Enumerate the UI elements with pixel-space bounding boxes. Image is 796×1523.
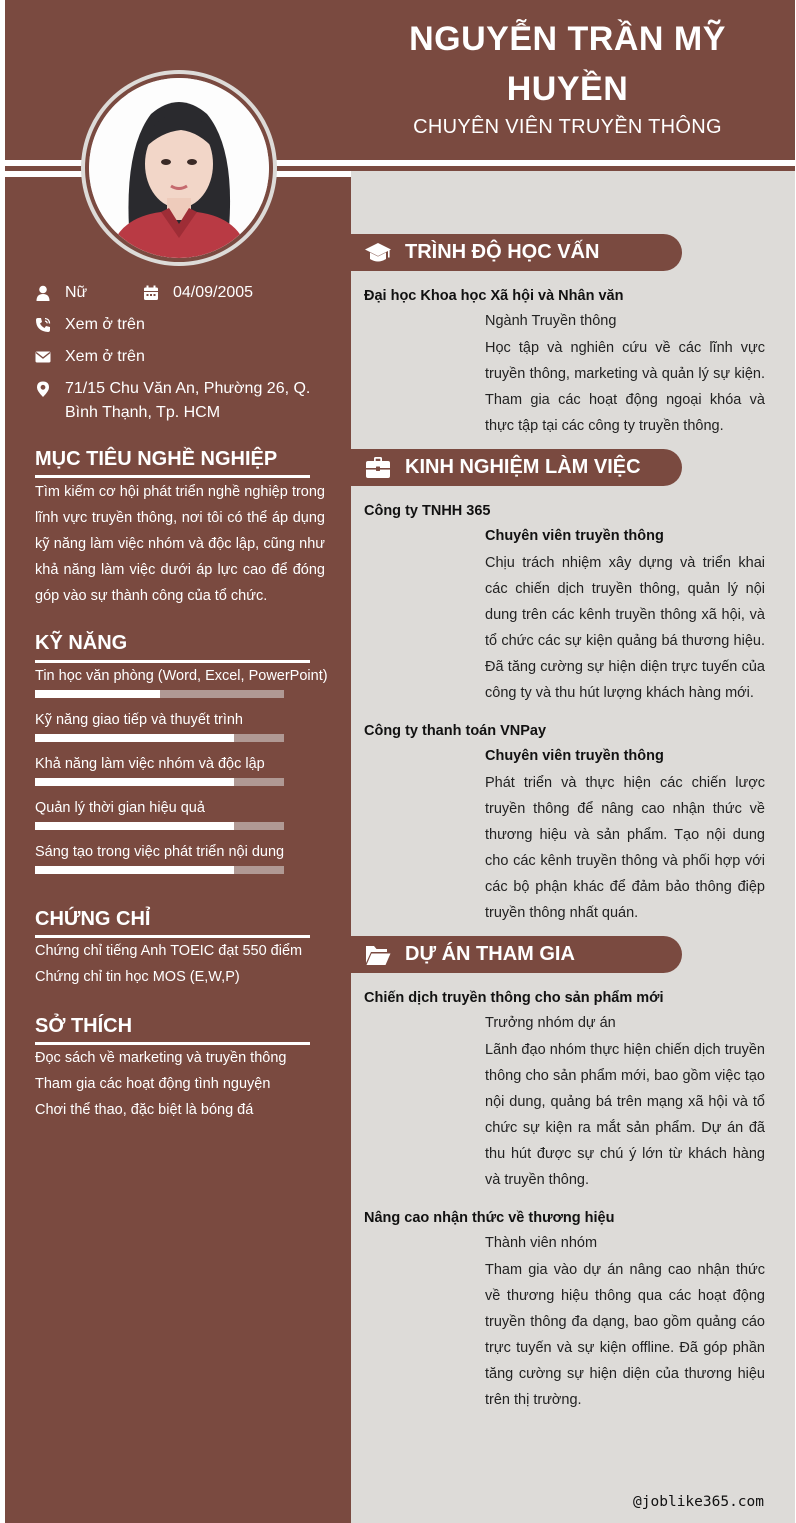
phone-value: Xem ở trên [65,316,145,333]
project-desc: Tham gia vào dự án nâng cao nhận thức về thương hiệu thông qua các hoạt động truyền thông đa dạng, bao gồm quảng cáo trực tuyến và sự kiện offline. Đã góp phần tăng cường sự hiện diện của thương hiệu trên thị trường. [485,1262,765,1408]
education-banner [351,234,682,271]
hobby-item: Chơi thể thao, đặc biệt là bóng đá [35,1102,254,1118]
skill-bar [35,734,284,742]
project-role: Trưởng nhóm dự án [485,1015,616,1031]
user-icon [35,285,51,301]
briefcase-icon [365,455,391,481]
skill-bar [35,778,284,786]
avatar [89,78,269,258]
objective-text: Tìm kiếm cơ hội phát triển nghề nghiệp trong lĩnh vực truyền thông, nơi tôi có thể áp dụng kỹ năng làm việc nhóm và độc lập, cũng như khả năng làm việc dưới áp lực cao để đóng góp vào sự thành công của tổ chức. [35,484,325,604]
education-org: Đại học Khoa học Xã hội và Nhân văn [364,288,624,304]
skill-bar-fill [35,690,160,698]
footer-watermark: @joblike365.com [633,1494,764,1510]
objective-title: MỤC TIÊU NGHỀ NGHIỆP [35,448,278,470]
experience-org: Công ty thanh toán VNPay [364,723,547,739]
skill-bar [35,690,284,698]
hobbies-title: SỞ THÍCH [35,1015,133,1037]
experience-desc: Phát triển và thực hiện các chiến lược truyền thông để nâng cao nhận thức về thương hiệu và sản phẩm. Tạo nội dung cho các kênh truyền thông và phối hợp với các bộ phận khác để đảm bảo thông điệp truyền thông nhất quán. [485,775,765,921]
skill-bar-fill [35,822,234,830]
hobby-item: Tham gia các hoạt động tình nguyện [35,1076,271,1092]
projects-title: DỰ ÁN THAM GIA [405,943,575,965]
projects-banner [351,936,682,973]
experience-title: KINH NGHIỆM LÀM VIỆC [405,456,641,478]
objective-rule [35,475,310,478]
skill-bar-fill [35,866,234,874]
skill-bar-fill [35,778,234,786]
location-pin-icon [35,381,51,397]
avatar-portrait [89,78,269,258]
certificates-rule [35,935,310,938]
education-desc: Học tập và nghiên cứu về các lĩnh vực truyền thông, marketing và quản lý sự kiện. Tham gia các hoạt động ngoại khóa và thực tập tại các công ty truyền thông. [485,340,765,434]
gender-value: Nữ [65,284,88,301]
experience-role: Chuyên viên truyền thông [485,748,664,764]
skills-title: KỸ NĂNG [35,632,128,654]
contact-birthday [143,284,253,305]
birthday-value: 04/09/2005 [173,284,254,301]
address-value: 71/15 Chu Văn An, Phường 26, Q. Bình Thạnh, Tp. HCM [65,380,311,421]
certificate-item: Chứng chỉ tiếng Anh TOEIC đạt 550 điểm [35,943,303,959]
contact-address [35,380,325,425]
graduation-cap-icon [365,240,391,266]
project-name: Nâng cao nhận thức về thương hiệu [364,1210,615,1226]
hobbies-rule [35,1042,310,1045]
email-value: Xem ở trên [65,348,145,365]
hobby-item: Đọc sách về marketing và truyền thông [35,1050,287,1066]
skill-label: Sáng tạo trong việc phát triển nội dung [35,844,285,860]
project-desc: Lãnh đạo nhóm thực hiện chiến dịch truyền thông cho sản phẩm mới, bao gồm việc tạo nội dung, quảng bá trên mạng xã hội và tổ chức sự kiện ra mắt sản phẩm. Dự án đã thu hút được sự chú ý lớn từ khách hàng và truyền thông. [485,1042,765,1188]
experience-desc: Chịu trách nhiệm xây dựng và triển khai các chiến dịch truyền thông, quản lý nội dung trên các kênh truyền thông xã hội, và tổ chức các sự kiện quảng bá thương hiệu. Đã tăng cường sự hiện diện trực tuyến của công ty và thu hút lượng khách hàng mới. [485,555,765,701]
project-role: Thành viên nhóm [485,1235,598,1251]
contact-phone [35,316,145,337]
experience-role: Chuyên viên truyền thông [485,528,664,544]
skill-label: Tin học văn phòng (Word, Excel, PowerPoint) [35,668,328,684]
certificate-item: Chứng chỉ tin học MOS (E,W,P) [35,969,240,985]
skill-label: Quản lý thời gian hiệu quả [35,800,205,816]
skill-label: Khả năng làm việc nhóm và độc lập [35,756,265,772]
skill-bar [35,866,284,874]
phone-icon [35,317,51,333]
job-title: CHUYÊN VIÊN TRUYỀN THÔNG [413,116,722,138]
skill-bar-fill [35,734,234,742]
experience-org: Công ty TNHH 365 [364,503,491,519]
education-role: Ngành Truyền thông [485,313,617,329]
contact-gender [35,284,87,305]
folder-open-icon [365,942,391,968]
skills-rule [35,660,310,663]
education-title: TRÌNH ĐỘ HỌC VẤN [405,241,600,263]
certificates-title: CHỨNG CHỈ [35,908,151,930]
project-name: Chiến dịch truyền thông cho sản phẩm mới [364,990,664,1006]
skill-bar [35,822,284,830]
candidate-name: NGUYỄN TRẦN MỸ HUYỀN [409,20,726,108]
skill-label: Kỹ năng giao tiếp và thuyết trình [35,712,243,728]
contact-email [35,348,145,369]
email-icon [35,349,51,365]
experience-banner [351,449,682,486]
calendar-icon [143,285,159,301]
